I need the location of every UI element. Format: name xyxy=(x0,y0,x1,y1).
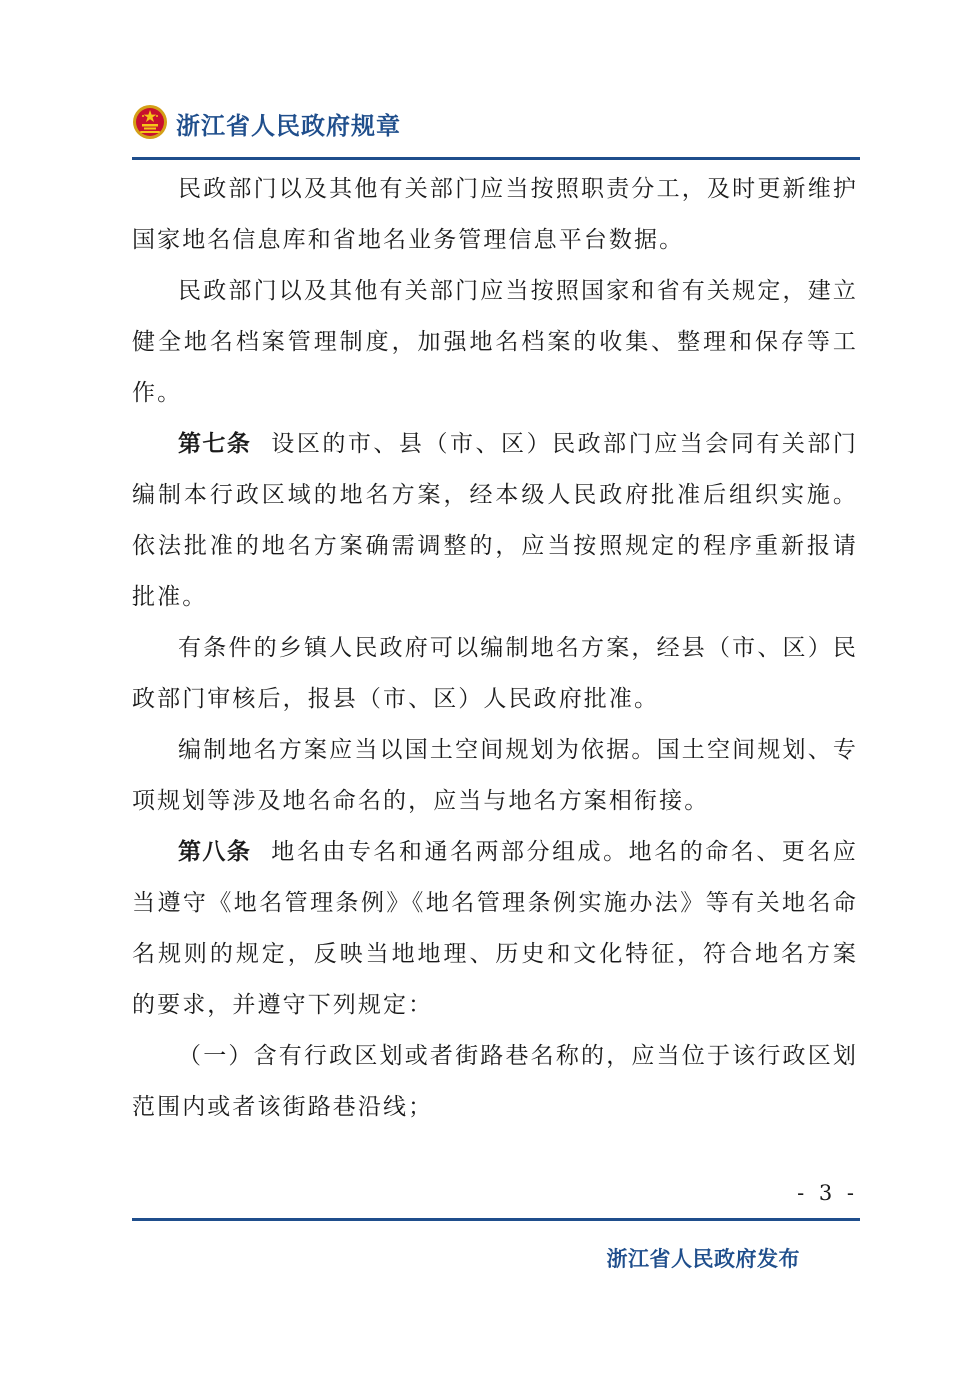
paragraph xyxy=(132,419,858,623)
paragraph xyxy=(132,1031,858,1133)
page-number: - 3 - xyxy=(797,1181,858,1205)
paragraph xyxy=(132,623,858,725)
paragraph-text: 民政部门以及其他有关部门应当按照职责分工，及时更新维护国家地名信息库和省地名业务管理信息平台数据。 xyxy=(132,176,858,253)
paragraph-text: 民政部门以及其他有关部门应当按照国家和省有关规定，建立健全地名档案管理制度，加强地名档案的收集、整理和保存等工作。 xyxy=(132,278,858,406)
header-title: 浙江省人民政府规章 xyxy=(176,112,401,140)
paragraph-text: 有条件的乡镇人民政府可以编制地名方案，经县（市、区）民政部门审核后，报县（市、区）人民政府批准。 xyxy=(132,635,858,712)
document-header xyxy=(132,104,860,152)
paragraph xyxy=(132,827,858,1031)
paragraph-text: 设区的市、县（市、区）民政部门应当会同有关部门编制本行政区域的地名方案，经本级人民政府批准后组织实施。依法批准的地名方案确需调整的，应当按照规定的程序重新报请批准。 xyxy=(132,431,859,610)
footer-divider xyxy=(132,1218,860,1221)
national-emblem-icon xyxy=(132,104,168,140)
footer-publisher: 浙江省人民政府发布 xyxy=(606,1247,800,1271)
article-number: 第七条 xyxy=(178,431,252,457)
paragraph-text: （一）含有行政区划或者街路巷名称的，应当位于该行政区划范围内或者该街路巷沿线； xyxy=(132,1043,858,1120)
paragraph xyxy=(132,164,858,266)
header-divider xyxy=(132,157,860,160)
article-number: 第八条 xyxy=(178,839,252,865)
document-body xyxy=(132,164,858,1133)
paragraph-text: 编制地名方案应当以国土空间规划为依据。国土空间规划、专项规划等涉及地名命名的，应当与地名方案相衔接。 xyxy=(132,737,858,814)
paragraph-text: 地名由专名和通名两部分组成。地名的命名、更名应当遵守《地名管理条例》《地名管理条例实施办法》等有关地名命名规则的规定，反映当地地理、历史和文化特征，符合地名方案的要求，并遵守下列规定： xyxy=(132,839,859,1018)
paragraph xyxy=(132,725,858,827)
paragraph xyxy=(132,266,858,419)
